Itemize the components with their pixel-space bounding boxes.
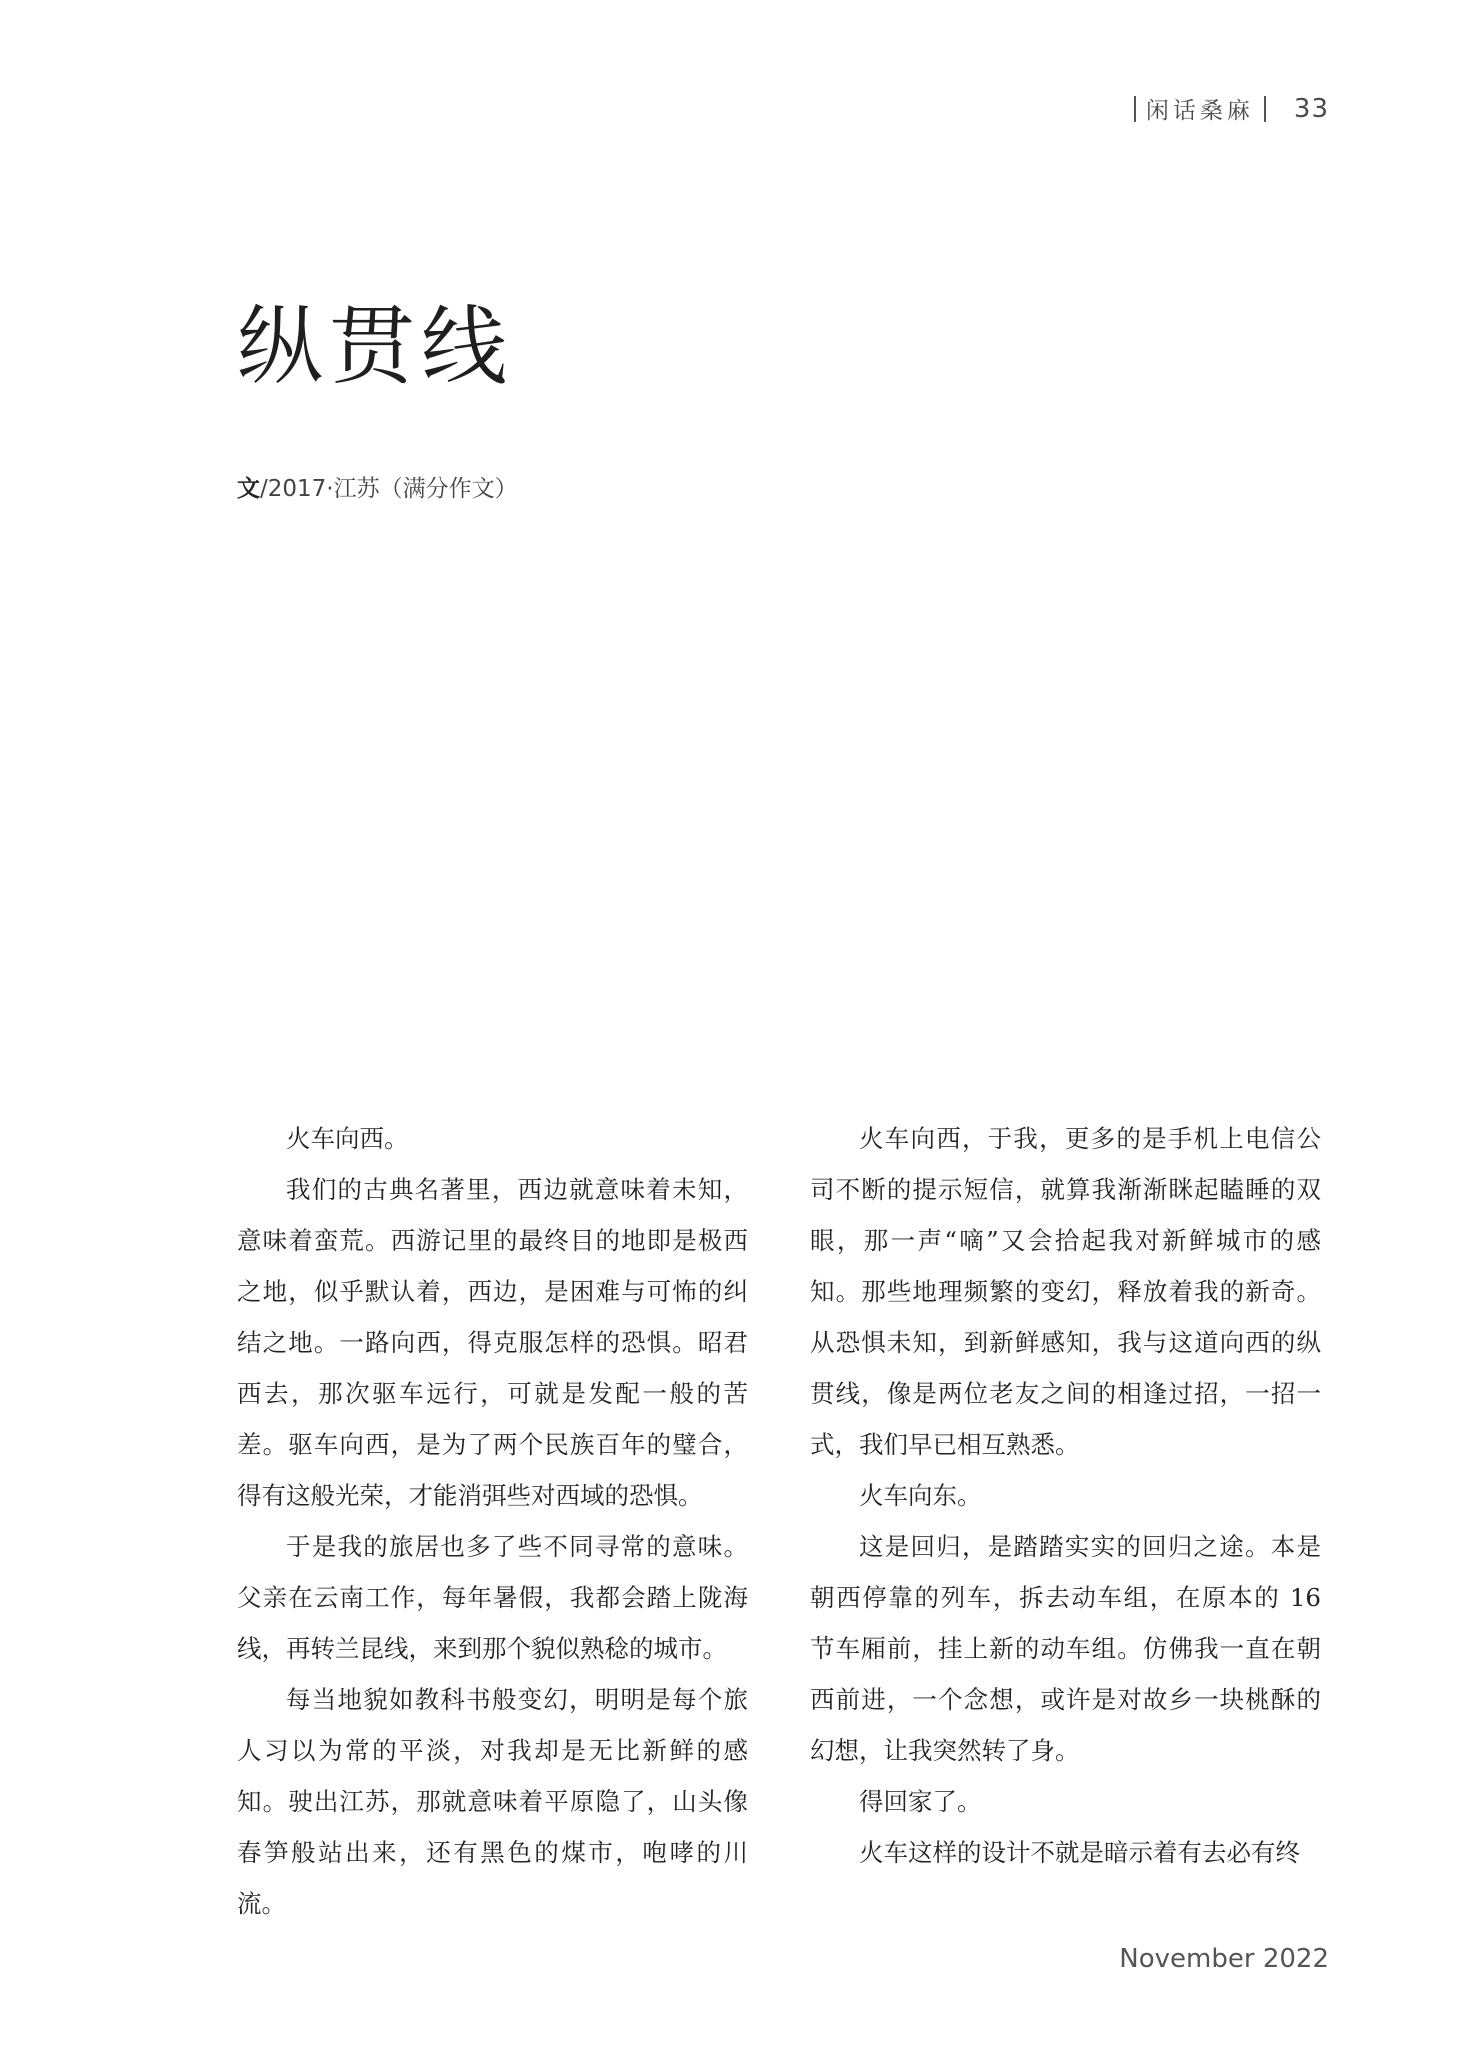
paragraph: 火车向西，于我，更多的是手机上电信公司不断的提示短信，就算我渐渐眯起瞌睡的双眼，那一声“嘀”又会拾起我对新鲜城市的感知。那些地理频繁的变幻，释放着我的新奇。从恐惧未知，到新鲜感知，我与这道向西的纵贯线，像是两位老友之间的相逢过招，一招一式，我们早已相互熟悉。 [810,1124,1321,1459]
paragraph: 这是回归，是踏踏实实的回归之途。本是朝西停靠的列车，拆去动车组，在原本的 16 节车厢前，挂上新的动车组。仿佛我一直在朝西前进，一个念想，或许是对故乡一块桃酥的幻想，让我突然转了身。 [810,1532,1321,1765]
left-column [237,1113,748,1929]
byline-info: /2017·江苏（满分作文） [260,476,518,502]
paragraph: 火车这样的设计不就是暗示着有去必有终 [859,1838,1300,1867]
page-number: 33 [1293,93,1329,124]
issue-date: November 2022 [1119,1944,1329,1974]
header-divider [1134,96,1136,122]
paragraph: 于是我的旅居也多了些不同寻常的意味。父亲在云南工作，每年暑假，我都会踏上陇海线，再转兰昆线，来到那个貌似熟稔的城市。 [237,1532,748,1663]
paragraph: 火车向西。 [286,1124,409,1153]
right-column [810,1113,1321,1878]
header-divider [1264,96,1266,122]
paragraph: 火车向东。 [859,1481,982,1510]
byline [237,470,518,503]
running-header [1124,92,1329,125]
paragraph: 我们的古典名著里，西边就意味着未知，意味着蛮荒。西游记里的最终目的地即是极西之地，似乎默认着，西边，是困难与可怖的纠结之地。一路向西，得克服怎样的恐惧。昭君西去，那次驱车远行，可就是发配一般的苦差。驱车向西，是为了两个民族百年的璧合，得有这般光荣，才能消弭些对西域的恐惧。 [237,1175,748,1510]
section-name: 闲话桑麻 [1145,98,1254,124]
paragraph: 得回家了。 [859,1787,982,1816]
byline-label: 文 [237,475,260,502]
article-title: 纵贯线 [237,297,513,397]
paragraph: 每当地貌如教科书般变幻，明明是每个旅人习以为常的平淡，对我却是无比新鲜的感知。驶出江苏，那就意味着平原隐了，山头像春笋般站出来，还有黑色的煤市，咆哮的川流。 [237,1685,748,1918]
